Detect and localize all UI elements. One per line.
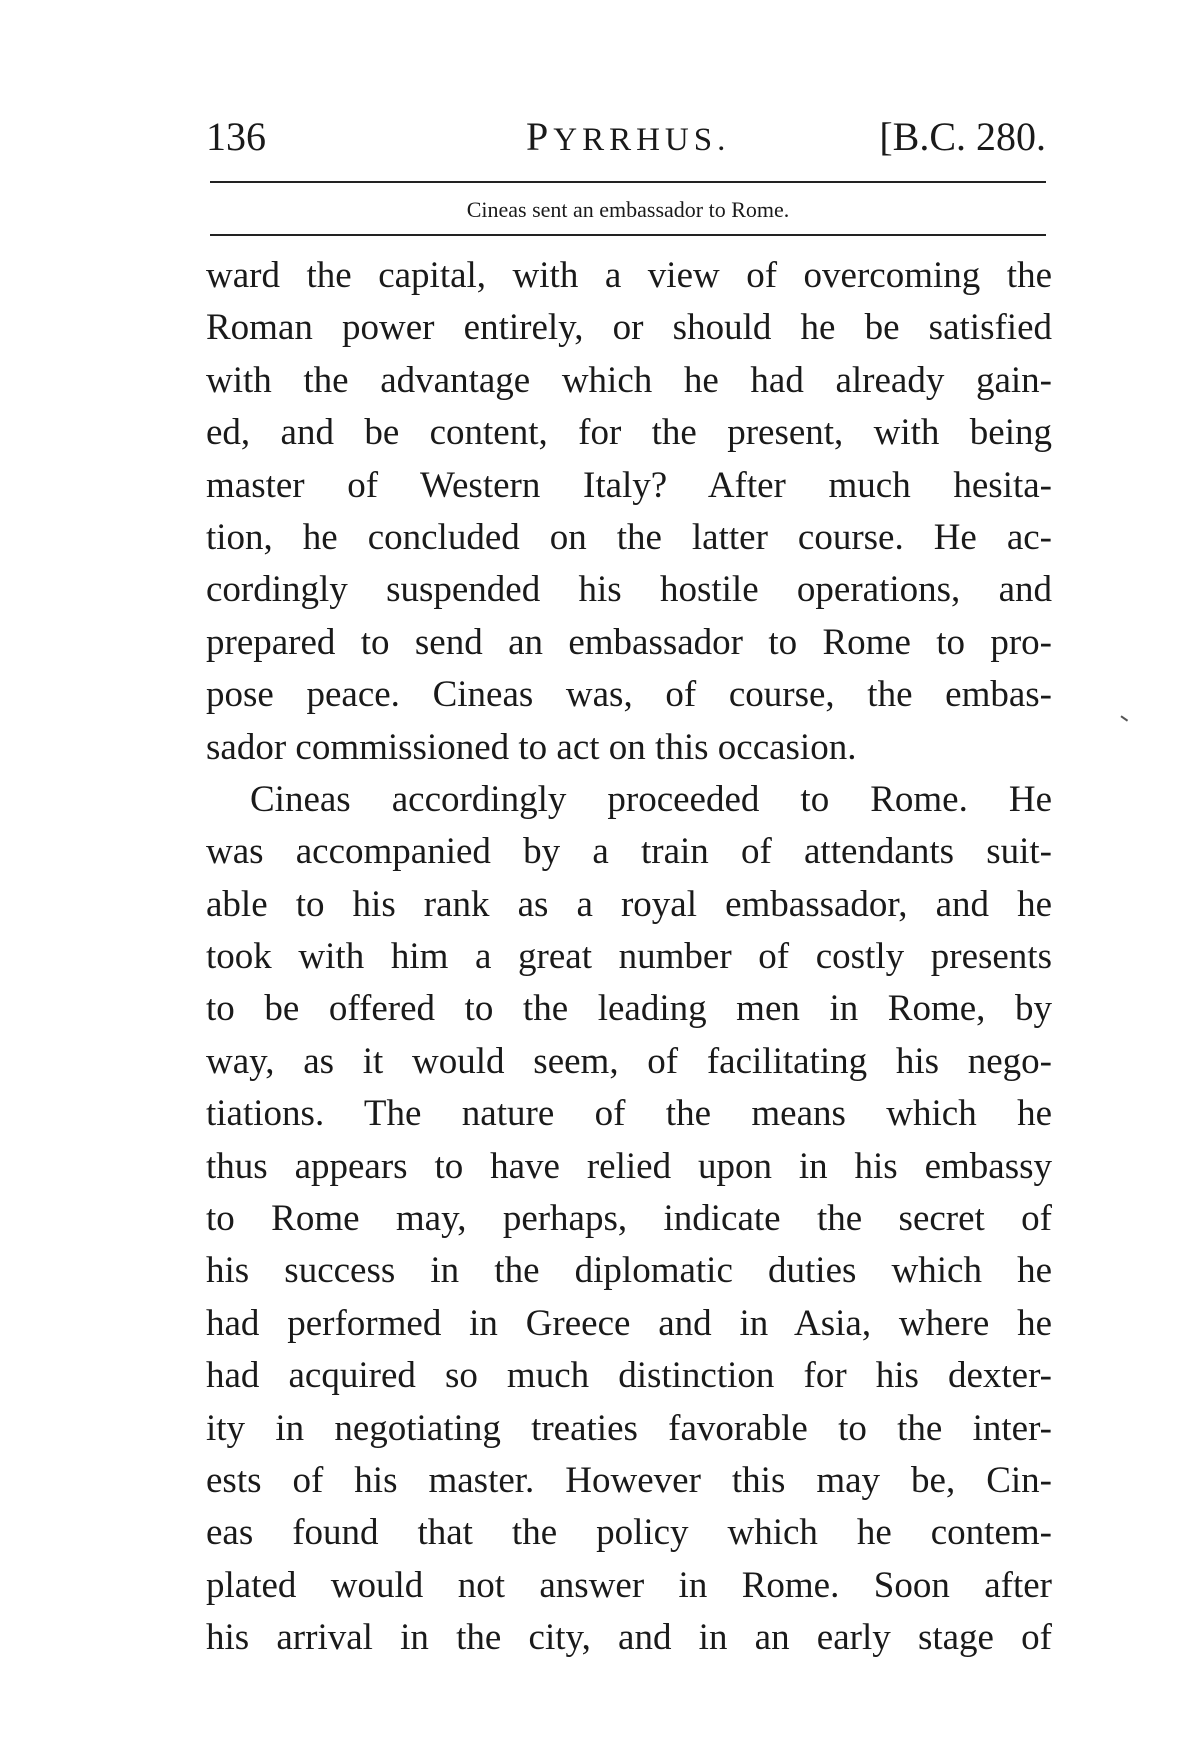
running-title bbox=[526, 112, 730, 165]
text-line: tiations. The nature of the means which he bbox=[206, 1093, 1052, 1135]
running-title-rest: YRRHUS. bbox=[553, 122, 731, 158]
text-line: with the advantage which he had already gain- bbox=[206, 359, 1052, 401]
text-line: cordingly suspended his hostile operations, and bbox=[206, 569, 1052, 611]
header-rule-bottom bbox=[210, 234, 1046, 236]
text-line: took with him a great number of costly presents bbox=[206, 936, 1052, 978]
stray-ink-mark bbox=[1120, 710, 1131, 721]
text-line: Roman power entirely, or should he be satisfied bbox=[206, 307, 1052, 349]
text-line: way, as it would seem, of facilitating his nego- bbox=[206, 1040, 1052, 1082]
text-line: his success in the diplomatic duties which he bbox=[206, 1250, 1052, 1292]
text-line: pose peace. Cineas was, of course, the embas- bbox=[206, 674, 1052, 716]
text-line: able to his rank as a royal embassador, and he bbox=[206, 883, 1052, 925]
header-rule-top bbox=[210, 181, 1046, 183]
text-line: ity in negotiating treaties favorable to the inter- bbox=[206, 1407, 1052, 1449]
paragraph-end-line: sador commissioned to act on this occasion. bbox=[206, 726, 857, 768]
text-line: plated would not answer in Rome. Soon after bbox=[206, 1564, 1052, 1606]
text-line: his arrival in the city, and in an early stage of bbox=[206, 1617, 1052, 1659]
running-title-initial: P bbox=[526, 114, 554, 159]
text-line: thus appears to have relied upon in his embassy bbox=[206, 1145, 1052, 1187]
text-line: had acquired so much distinction for his dexter- bbox=[206, 1355, 1052, 1397]
running-head bbox=[206, 112, 1046, 168]
text-line: had performed in Greece and in Asia, where he bbox=[206, 1302, 1052, 1344]
section-subhead: Cineas sent an embassador to Rome. bbox=[466, 197, 790, 222]
text-line: was accompanied by a train of attendants suit- bbox=[206, 831, 1052, 873]
text-line: to Rome may, perhaps, indicate the secret of bbox=[206, 1198, 1052, 1240]
text-line: tion, he concluded on the latter course. He ac- bbox=[206, 516, 1052, 558]
text-line: ests of his master. However this may be, Cin- bbox=[206, 1459, 1052, 1501]
running-date: [B.C. 280. bbox=[879, 114, 1046, 159]
page-number: 136 bbox=[206, 114, 266, 159]
paragraph-start-line: Cineas accordingly proceeded to Rome. He bbox=[250, 778, 1052, 820]
text-line: master of Western Italy? After much hesita- bbox=[206, 464, 1052, 506]
text-line: prepared to send an embassador to Rome to pro- bbox=[206, 621, 1052, 663]
text-line: eas found that the policy which he contem- bbox=[206, 1512, 1052, 1554]
text-line: to be offered to the leading men in Rome, by bbox=[206, 988, 1052, 1030]
text-line: ed, and be content, for the present, with being bbox=[206, 412, 1052, 454]
body-text bbox=[206, 250, 1052, 1665]
text-line: ward the capital, with a view of overcoming the bbox=[206, 255, 1052, 296]
